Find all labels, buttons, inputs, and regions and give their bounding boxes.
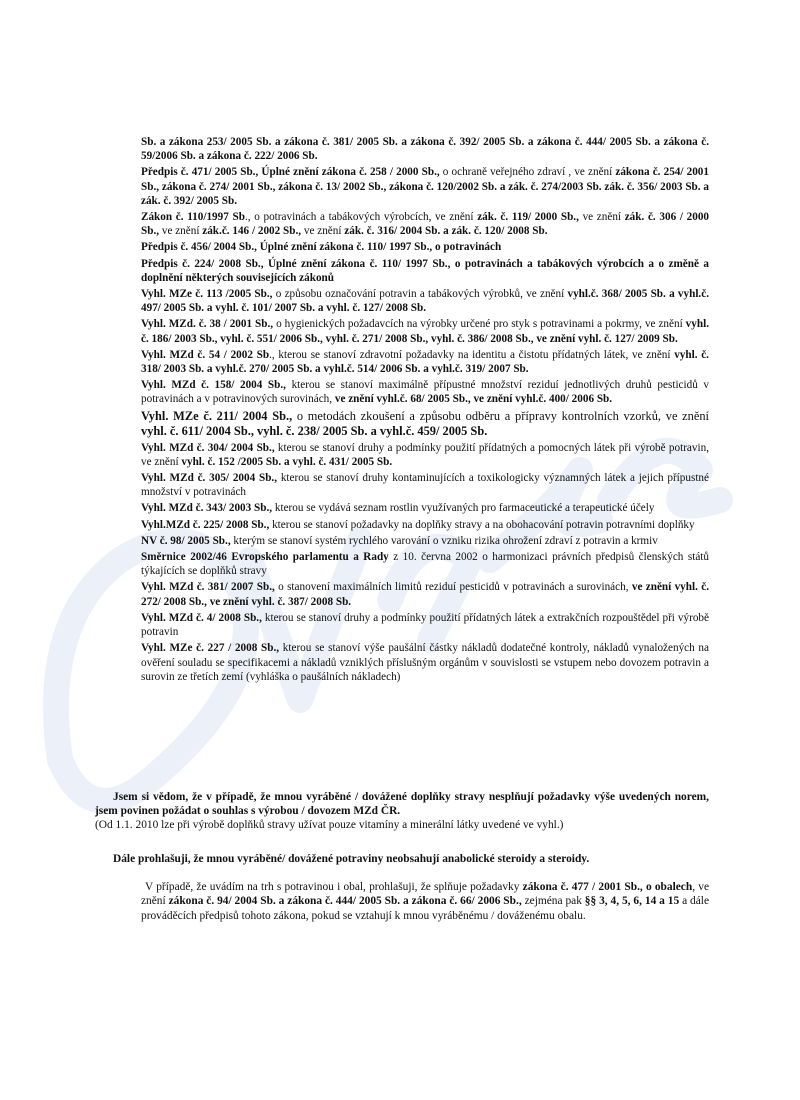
packaging-paragraph <box>141 880 709 923</box>
regulation-item <box>141 409 709 439</box>
declaration-block <box>95 790 709 833</box>
regulation-citation: vyhl. č. 318/ 2003 Sb. a vyhl.č. 270/ 2005 Sb. a vyhl.č. 514/ 2006 Sb. a vyhl.č. 319/ 2007 Sb. <box>141 348 709 376</box>
regulation-citation: NV č. 98/ 2005 Sb., <box>141 534 231 547</box>
regulation-text: o způsobu označování potravin a tabákových výrobků, ve znění <box>272 288 568 301</box>
packaging-text: a dále prováděcích předpisů tohoto zákona, pokud se vztahují k mnou vyráběnému / dováženému obalu. <box>141 895 710 922</box>
regulation-text: kterým se stanoví systém rychlého varování o vzniku rizika ohrožení zdraví z potravin a krmiv <box>230 534 658 547</box>
regulation-citation: zák. č. 119/ 2000 Sb., <box>477 211 579 224</box>
regulation-citation: Vyhl. MZd č. 343/ 2003 Sb., <box>141 502 273 515</box>
regulation-citation: Předpis č. 471/ 2005 Sb., Úplné znění zákona č. 258 / 2000 Sb., <box>141 166 440 179</box>
regulation-item <box>141 165 709 208</box>
packaging-text: , ve znění <box>141 881 710 908</box>
regulation-text: kterou se vydává seznam rostlin využívaných pro farmaceutické a terapeutické účely <box>272 502 655 515</box>
regulation-citation: Předpis č. 456/ 2004 Sb., Úplné znění zákona č. 110/ 1997 Sb., o potravinách <box>141 241 502 254</box>
regulation-citation: Vyhl. MZe č. 113 /2005 Sb., <box>141 288 273 301</box>
regulation-citation: Vyhl. MZd č. 158/ 2004 Sb., <box>141 379 286 392</box>
regulation-text: o ochraně veřejného zdraví , ve znění <box>439 166 616 179</box>
steroid-declaration-block <box>95 852 709 866</box>
regulation-text: o stanovení maximálních limitů reziduí pesticidů v potravinách a surovinách, <box>274 581 632 594</box>
regulation-citation: vyhl. č. 152 /2005 Sb. a vyhl. č. 431/ 2005 Sb. <box>181 455 393 468</box>
regulation-text: ve znění <box>578 211 625 224</box>
regulation-citation: ve znění vyhl. č. 272/ 2008 Sb., ve znění vyhl. č. 387/ 2008 Sb. <box>141 581 710 608</box>
regulation-item <box>141 471 709 499</box>
regulation-text: ve znění <box>159 225 203 238</box>
regulation-item <box>141 501 709 515</box>
regulation-citation: Vyhl. MZd č. 305/ 2004 Sb., <box>141 472 278 485</box>
regulation-item <box>141 611 709 639</box>
regulation-citation: zák. č. 306 / 2000 Sb., <box>141 211 710 238</box>
regulation-text: kterou se stanoví maximálně přípustné množství reziduí jednotlivých druhů pesticidů v potravinách a v potravinových surovinách, <box>141 379 709 406</box>
regulation-citation: zák.č. 146 / 2002 Sb., <box>202 225 302 238</box>
regulation-text: kterou se stanoví druhy kontaminujících a toxikologicky významných látek a jejich přípustné množství v potravinách <box>141 472 709 499</box>
regulation-text: kterou se stanoví druhy a podmínky použití přídatných látek a extrakčních rozpouštědel při výrobě potravin <box>141 611 709 639</box>
regulation-citation: Vyhl. MZe č. 227 / 2008 Sb., <box>141 642 280 655</box>
packaging-text: V případě, že uvádím na trh s potravinou i obal, prohlašuji, že splňuje požadavky <box>145 881 523 893</box>
vitamin-note: (Od 1.1. 2010 lze při výrobě doplňků stravy užívat pouze vitamíny a minerální látky uvedené ve vyhl.) <box>95 819 564 832</box>
regulation-citation: Směrnice 2002/46 Evropského parlamentu a Rady <box>141 551 389 564</box>
regulation-item <box>141 441 709 469</box>
regulation-text: ., kterou se stanoví zdravotní požadavky na identitu a čistotu přídatných látek, ve znění <box>269 348 675 361</box>
regulation-text: o metodách zkoušení a způsobu odběru a přípravy kontrolních vzorků, ve znění <box>292 408 709 423</box>
regulation-text: ., o potravinách a tabákových výrobcích, ve znění <box>244 211 478 224</box>
regulation-citation: Zákon č. 110/1997 Sb <box>141 211 245 224</box>
regulation-item <box>141 257 709 285</box>
regulation-citation: Vyhl. MZd č. 381/ 2007 Sb., <box>141 581 275 594</box>
regulation-text: kterou se stanoví druhy a podmínky použití přídatných a pomocných látek při výrobě potravin, ve znění <box>141 441 709 468</box>
regulation-text: o hygienických požadavcích na výrobky určené pro styk s potravinami a pokrmy, ve znění <box>273 318 686 331</box>
regulation-text: kterou se stanoví výše paušální částky nákladů dodatečné kontroly, nákladů vynaložených na ověření souladu se specifikacemi a nákladů vzniklých příslušným orgánům v souvislosti se vstupem nebo dovozem potravin a surovin ze třetích zemí (vyhláška o paušálních nákladech) <box>141 642 709 683</box>
regulation-item <box>141 240 709 254</box>
regulation-text: ve znění <box>301 225 345 238</box>
packaging-text: zejména pak <box>521 895 585 908</box>
law-citation: zákona č. 94/ 2004 Sb. a zákona č. 444/ 2005 Sb. a zákona č. 66/ 2006 Sb., <box>168 895 522 908</box>
regulation-citation: Vyhl.MZd č. 225/ 2008 Sb., <box>141 518 270 531</box>
regulation-citation: Vyhl. MZe č. 211/ 2004 Sb., <box>141 408 293 423</box>
regulation-text: z 10. června 2002 o harmonizaci právních předpisů členských států týkajících se doplňků stravy <box>141 551 709 578</box>
regulation-item <box>141 534 709 548</box>
regulation-citation: vyhl. č. 186/ 2003 Sb., vyhl. č. 551/ 2006 Sb., vyhl. č. 271/ 2008 Sb., vyhl. č. 386/ 2008 Sb., ve znění vyhl. č. 127/ 2009 Sb. <box>141 318 709 345</box>
regulation-item <box>141 641 709 684</box>
regulation-citation: vyhl. č. 611/ 2004 Sb., vyhl. č. 238/ 2005 Sb. a vyhl.č. 459/ 2005 Sb. <box>141 423 488 438</box>
regulation-citation: Vyhl. MZd č. 304/ 2004 Sb., <box>141 441 275 454</box>
regulation-item <box>141 317 709 345</box>
regulation-citation: Sb. a zákona 253/ 2005 Sb. a zákona č. 381/ 2005 Sb. a zákona č. 392/ 2005 Sb. a zákona č. 444/ 2005 Sb. a zákona č. 59/2006 Sb. a zákona č. 222/ 2006 Sb. <box>141 136 709 163</box>
steroid-statement: Dále prohlašuji, že mnou vyráběné/ dovážené potraviny neobsahují anabolické steroidy a steroidy. <box>113 853 590 865</box>
regulation-item <box>141 580 709 608</box>
compliance-statement: Jsem si vědom, že v případě, že mnou vyráběné / dovážené doplňky stravy nesplňují požadavky výše uvedených norem, jsem povinen požádat o souhlas s výrobou / dovozem MZd ČR. <box>95 791 709 818</box>
regulation-item <box>141 135 709 163</box>
regulation-item <box>141 518 709 532</box>
regulation-item <box>141 378 709 406</box>
regulation-citation: zák. č. 316/ 2004 Sb. a zák. č. 120/ 2008 Sb. <box>344 225 548 238</box>
regulation-citation: zákona č. 254/ 2001 Sb., zákona č. 274/ 2001 Sb., zákona č. 13/ 2002 Sb., zákona č. 120/2002 Sb. a zák. č. 274/2003 Sb. zák. č. 356/ 2003 Sb. a zák. č. 392/ 2005 Sb. <box>141 166 709 207</box>
regulation-citation: Vyhl. MZd. č. 38 / 2001 Sb., <box>141 318 274 331</box>
packaging-declaration <box>141 880 709 923</box>
regulation-item <box>141 550 709 578</box>
regulation-citation: Vyhl. MZd č. 54 / 2002 Sb <box>141 348 270 361</box>
regulation-text: kterou se stanoví požadavky na doplňky stravy a na obohacování potravin potravními doplňky <box>269 518 695 531</box>
regulation-citation: Předpis č. 224/ 2008 Sb., Úplné znění zákona č. 110/ 1997 Sb., o potravinách a tabákových výrobcích a o změně a doplnění některých souvisejících zákonů <box>141 257 709 284</box>
law-citation: §§ 3, 4, 5, 6, 14 a 15 <box>584 895 680 908</box>
law-citation: zákona č. 477 / 2001 Sb., o obalech <box>522 881 693 893</box>
regulation-item <box>141 210 709 238</box>
regulation-item <box>141 287 709 315</box>
regulation-item <box>141 348 709 376</box>
regulations-list <box>141 135 709 686</box>
regulation-citation: vyhl.č. 368/ 2005 Sb. a vyhl.č. 497/ 2005 Sb. a vyhl. č. 101/ 2007 Sb. a vyhl. č. 127/ 2008 Sb. <box>141 288 709 315</box>
regulation-citation: ve znění vyhl.č. 68/ 2005 Sb., ve znění vyhl.č. 400/ 2006 Sb. <box>334 393 613 406</box>
regulation-citation: Vyhl. MZd č. 4/ 2008 Sb., <box>141 611 262 624</box>
